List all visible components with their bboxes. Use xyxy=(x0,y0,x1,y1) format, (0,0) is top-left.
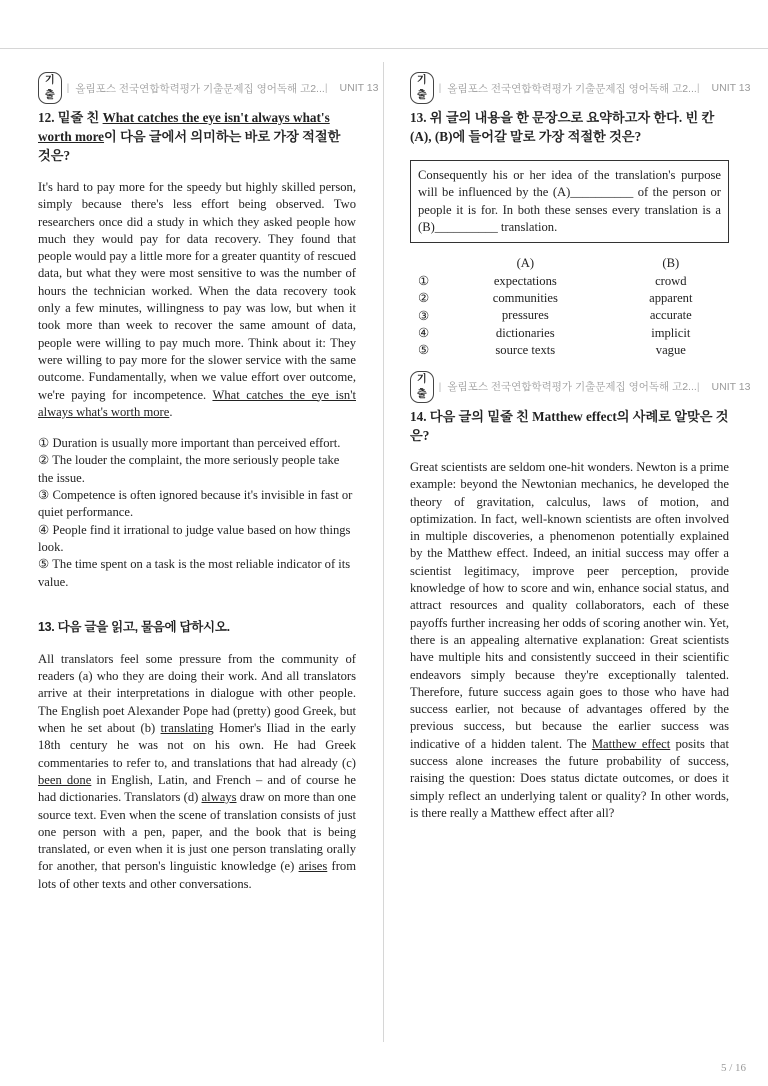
option-row[interactable]: ④ dictionaries implicit xyxy=(418,325,691,341)
option-row[interactable]: ① expectations crowd xyxy=(418,273,687,289)
choice-4[interactable]: ④ People find it irrational to judge value based on how things look. xyxy=(38,522,351,554)
top-divider xyxy=(0,48,768,49)
q12-choices xyxy=(38,435,356,591)
choice-2[interactable]: ② The louder the complaint, the more seriously people take the issue. xyxy=(38,453,340,485)
exam-badge: 기출 xyxy=(38,72,62,104)
source-label: 올림포스 전국연합학력평가 기출문제집 영어독해 고2... xyxy=(447,381,697,394)
q14-passage: Great scientists are seldom one-hit wonders. Newton is a prime example: beyond the Newtonian mechanics, he developed the theory of gravitation, calculus, laws of motion, and optimization. In fact, well-known scientists are often involved in multiple discoveries, a phenomenon potentially explained by the Matthew effect. Indeed, an initial success may offer a scientist legitimacy, improve peer perception, provide knowledge of how to score and win, enhance social status, and attract resources and quality collaborators, each of these payoffs further increasing her odds of scoring another win. Yet, there is an appealing alternative explanation: Great scientists have multiple hits and consistently succeed in their scientific endeavors simply because they're exceptionally talented. Therefore, future success again goes to those who have had success earlier, not because of advantages offered by the previous success, but because the earlier success was indicative of a hidden talent. The Matthew effect posits that success alone increases the future probability of success, raising the question: Does status dictate outcomes, or does it simply reflect an underlying talent or quality? In other words, is there really a Matthew effect after all? xyxy=(410,459,729,820)
source-label: 올림포스 전국연합학력평가 기출문제집 영어독해 고2... xyxy=(447,82,697,95)
unit-label: UNIT 13 xyxy=(339,82,379,94)
question-header: 기출 | 올림포스 전국연합학력평가 기출문제집 영어독해 고2... | UNIT 13 xyxy=(38,78,356,98)
choice-5[interactable]: ⑤ The time spent on a task is the most reliable indicator of its value. xyxy=(38,557,351,589)
unit-label: UNIT 13 xyxy=(711,380,751,393)
exam-badge: 기출 xyxy=(410,371,434,403)
option-row[interactable]: ③ pressures accurate xyxy=(418,308,692,323)
option-row[interactable]: ⑤ source texts vague xyxy=(418,342,686,358)
left-column xyxy=(38,75,379,893)
exam-badge: 기출 xyxy=(410,72,434,104)
section13-passage: All translators feel some pressure from the community of readers (a) who they are doing their work. And all translators arrive at their interpretations in dialogue with other people. The English poet Alexander Pope had (pretty) good Greek, but when he set about (b) translating Homer's Iliad in the early 18th century he was not on his own. He had Greek commentaries to refer to, and translations that had already (c) been done in English, Latin, and French – and of course he had dictionaries. Translators (d) always draw on more than one source text. Even when the scene of translation consists of just one person with a pen, paper, and the book that is being translated, or even when it is just one person translating orally for another, that person's linguistic knowledge (e) arises from lots of other texts and other conversations. xyxy=(38,651,357,891)
question-header: 기출 | 올림포스 전국연합학력평가 기출문제집 영어독해 고2... | UNIT 13 xyxy=(410,78,729,98)
q12-title: 12. 밑줄 친 What catches the eye isn't always what's worth more이 다음 글에서 의미하는 바로 가장 적절한 것은? xyxy=(38,110,341,163)
summary-box: Consequently his or her idea of the translation's purpose will be influenced by the (A)__________ of the person or people it is for. In both these senses every translation is a (B)__________ translation. xyxy=(410,160,729,243)
section13-heading: 13. 다음 글을 읽고, 물음에 답하시오. xyxy=(38,619,230,634)
question-header: 기출 | 올림포스 전국연합학력평가 기출문제집 영어독해 고2... | UNIT 13 xyxy=(410,377,729,397)
page-number: 5 / 16 xyxy=(720,1062,746,1074)
unit-label: UNIT 13 xyxy=(711,82,751,94)
column-divider xyxy=(383,62,384,1042)
q13-title: 13. 위 글의 내용을 한 문장으로 요약하고자 한다. 빈 칸 (A), (B)에 들어갈 말로 가장 적절한 것은? xyxy=(410,110,715,144)
options-header: (A) (B) xyxy=(516,256,680,271)
choice-3[interactable]: ③ Competence is often ignored because it's invisible in fast or quiet performance. xyxy=(38,488,353,520)
option-row[interactable]: ② communities apparent xyxy=(418,290,693,306)
source-label: 올림포스 전국연합학력평가 기출문제집 영어독해 고2... xyxy=(75,82,325,95)
q12-passage: It's hard to pay more for the speedy but highly skilled person, simply because there's less effort being observed. Two researchers once did a study in which they asked people how much they would pay for data recovery. They found that people would pay a little more for a greater quantity of rescued data, but what they were most sensitive to was the number of hours the technician worked. When the data recovery took only a few minutes, willingness to pay was low, but when it took more than week to recover the same amount of data, people were willing to pay much more. Think about it: They were willing to pay more for the slower service with the same outcome. Fundamentally, when we value effort over outcome, we're paying for incompetence. What catches the eye isn't always what's worth more. xyxy=(38,180,356,419)
q13-options xyxy=(410,255,729,359)
right-column xyxy=(410,75,751,822)
q14-title: 14. 다음 글의 밑줄 친 Matthew effect의 사례로 알맞은 것은? xyxy=(410,408,729,443)
choice-1[interactable]: ① Duration is usually more important than perceived effort. xyxy=(38,436,341,451)
